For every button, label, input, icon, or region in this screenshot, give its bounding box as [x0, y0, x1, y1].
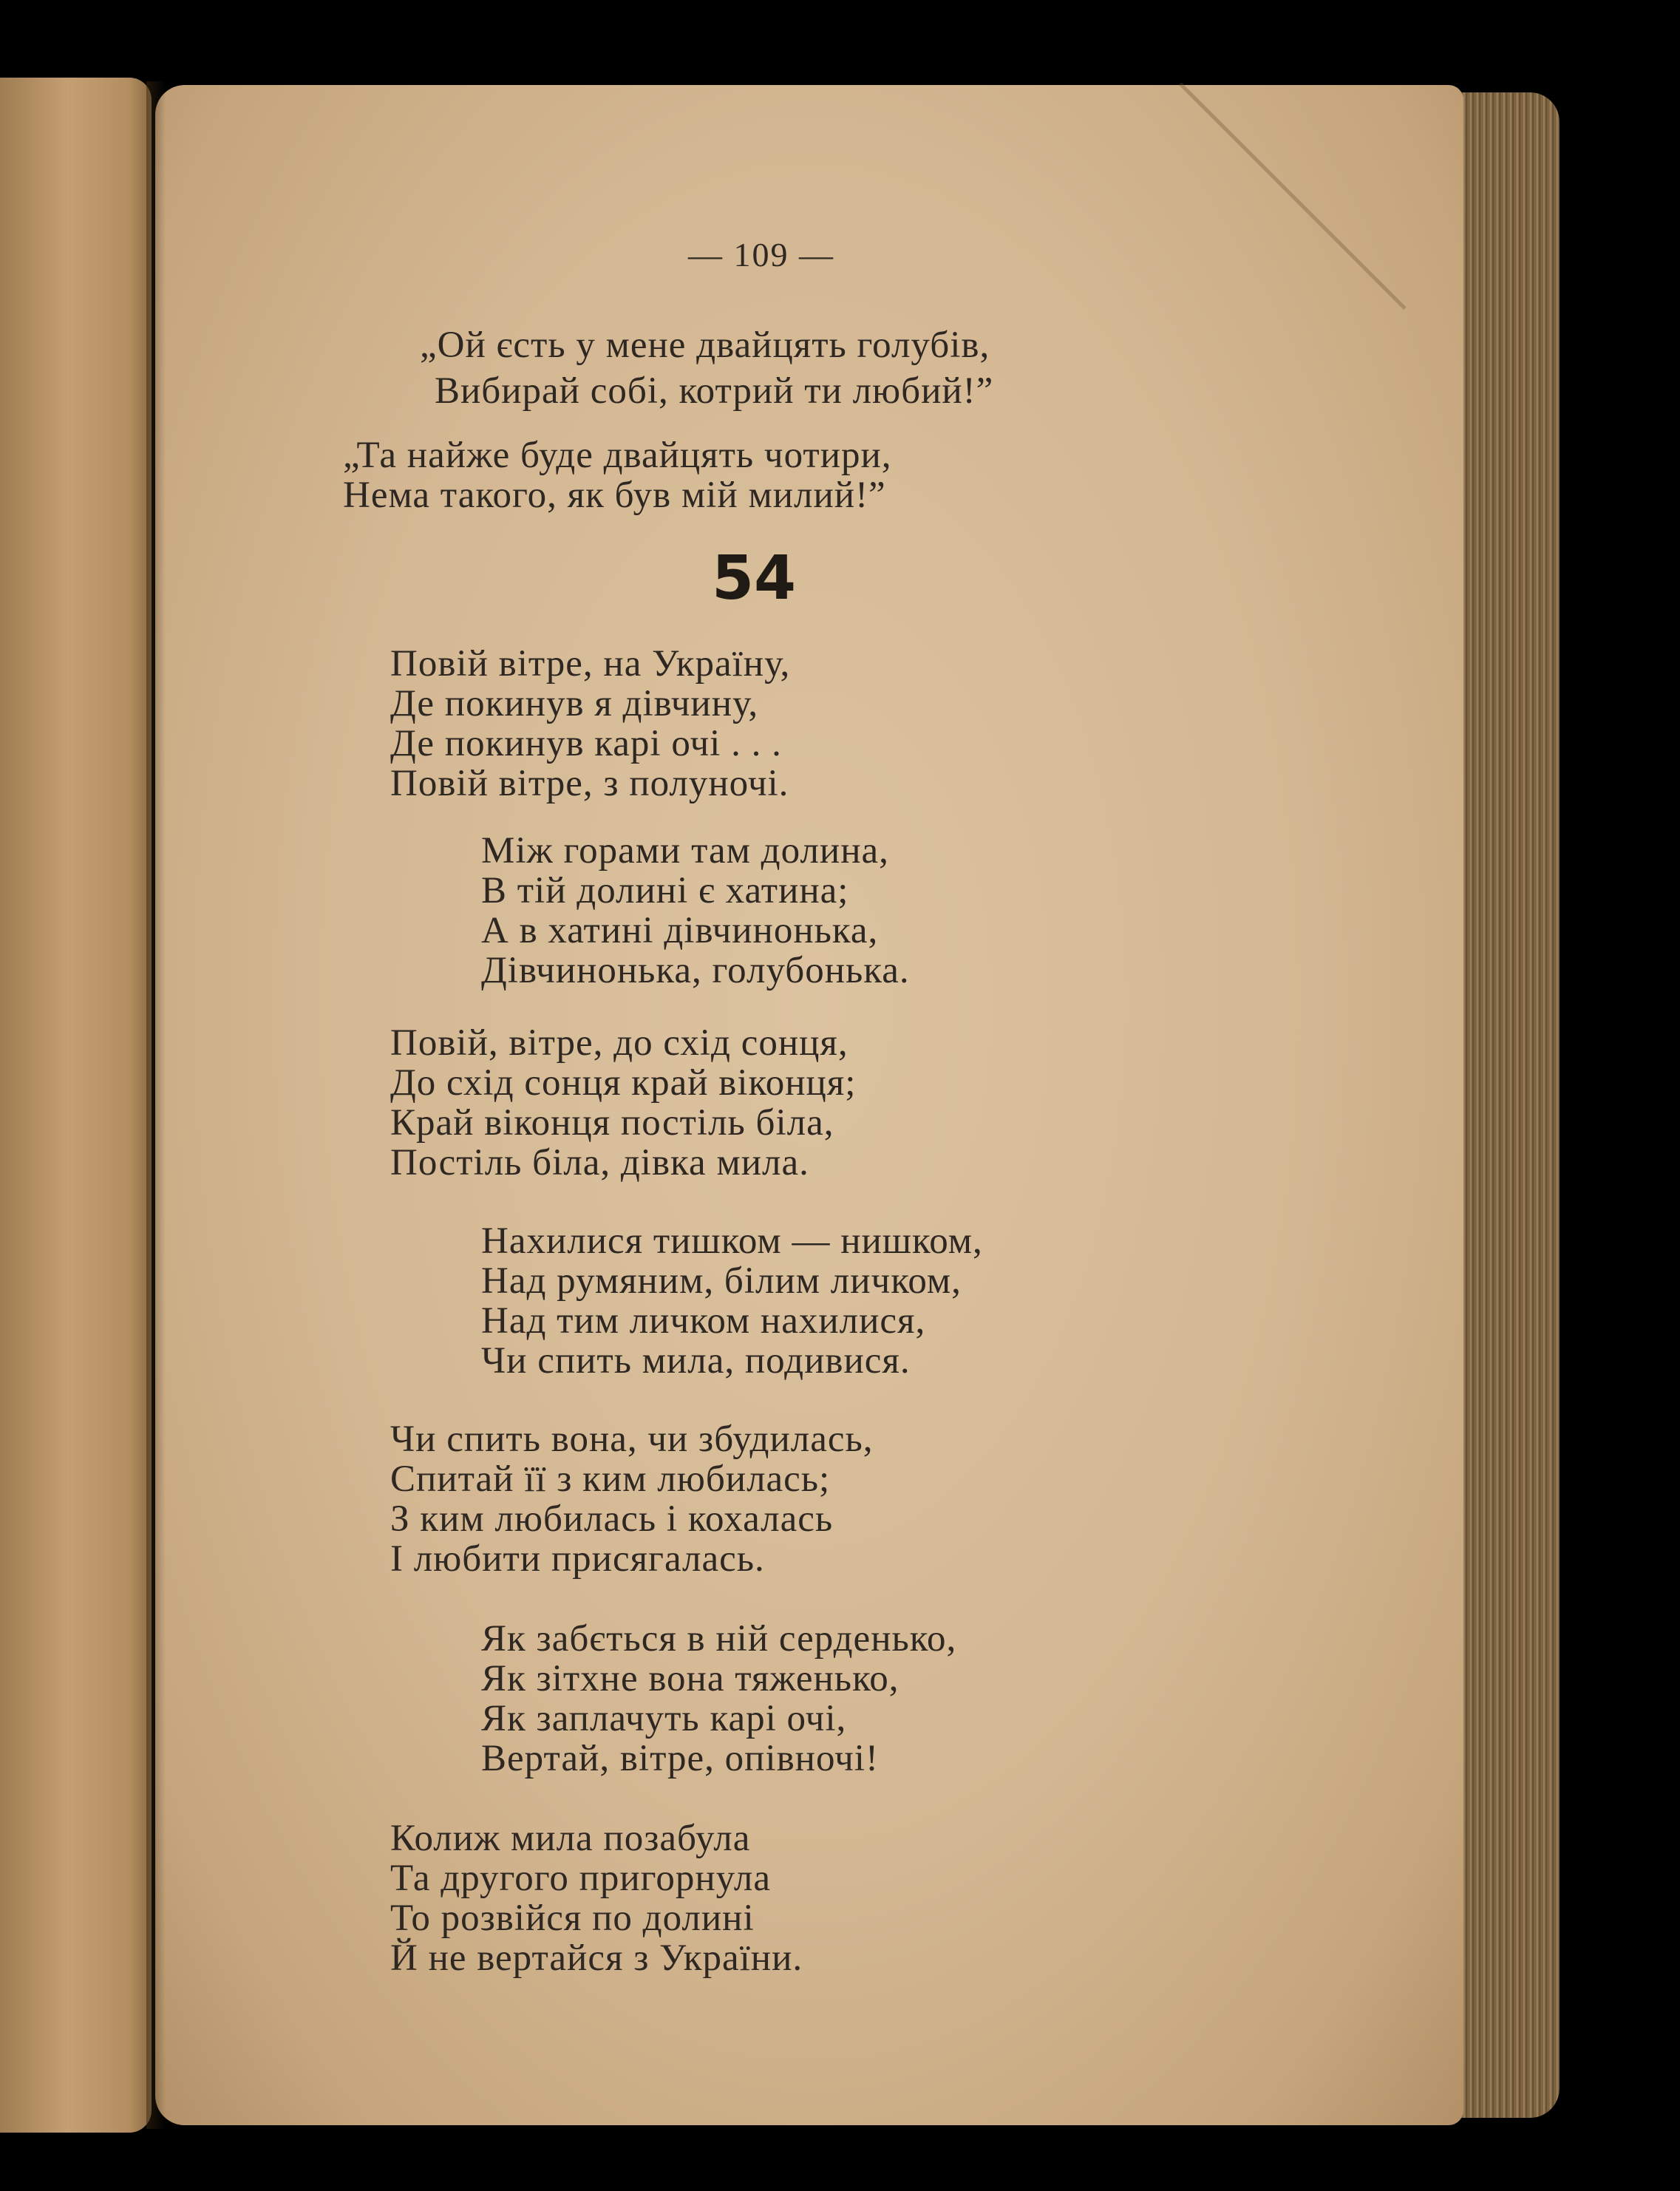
verse-line: В тій долині є хатина;	[481, 870, 849, 911]
prev-song-line: Вибирай собі, котрий ти любий!”	[435, 370, 994, 412]
verse-line: Постіль біла, дівка мила.	[390, 1142, 809, 1183]
song-number: 54	[711, 543, 797, 614]
prev-song-line: Нема такого, як був мій милий!”	[343, 475, 886, 516]
verse-line: Та другого пригорнула	[390, 1858, 771, 1899]
verse-line: Вертай, вітре, опівночі!	[481, 1738, 879, 1779]
verse-line: Чи спить мила, подивися.	[481, 1340, 911, 1382]
verse-line: Між горами там долина,	[481, 830, 889, 872]
verse-line: Над тим личком нахилися,	[481, 1300, 926, 1342]
verse-line: Над румяним, білим личком,	[481, 1260, 962, 1302]
verse-line: Дівчинонька, голубонька.	[481, 950, 910, 991]
verse-line: Де покинув карі очі . . .	[390, 723, 782, 764]
verse-line: Де покинув я дівчину,	[390, 683, 759, 724]
verse-line: А в хатині дівчинонька,	[481, 910, 879, 951]
verse-line: Чи спить вона, чи збудилась,	[390, 1419, 874, 1460]
verse-line: Як заплачуть карі очі,	[481, 1698, 847, 1739]
prev-song-line: „Та найже буде двайцять чотири,	[343, 435, 892, 476]
page-number: — 109 —	[688, 236, 834, 274]
verse-line: Край віконця постіль біла,	[390, 1102, 834, 1144]
verse-line: Як забється в ній серденько,	[481, 1618, 957, 1660]
verse-line: Повій вітре, на Україну,	[390, 643, 791, 685]
verse-line: Й не вертайся з України.	[390, 1937, 803, 1979]
verse-line: І любити присягалась.	[390, 1538, 765, 1580]
verse-line: Повій вітре, з полуночі.	[390, 763, 789, 804]
verse-line: З ким любилась і кохалась	[390, 1498, 834, 1540]
verse-line: Спитай її з ким любилась;	[390, 1458, 831, 1500]
verse-line: То розвійся по долині	[390, 1898, 755, 1939]
verse-line: Колиж мила позабула	[390, 1818, 751, 1859]
verse-line: Повій, вітре, до схід сонця,	[390, 1022, 848, 1064]
verse-line: Нахилися тишком — нишком,	[481, 1220, 983, 1262]
prev-song-line: „Ой єсть у мене двайцять голубів,	[420, 325, 990, 366]
verse-line: Як зітхне вона тяженько,	[481, 1658, 899, 1699]
verse-line: До схід сонця край віконця;	[390, 1062, 857, 1104]
